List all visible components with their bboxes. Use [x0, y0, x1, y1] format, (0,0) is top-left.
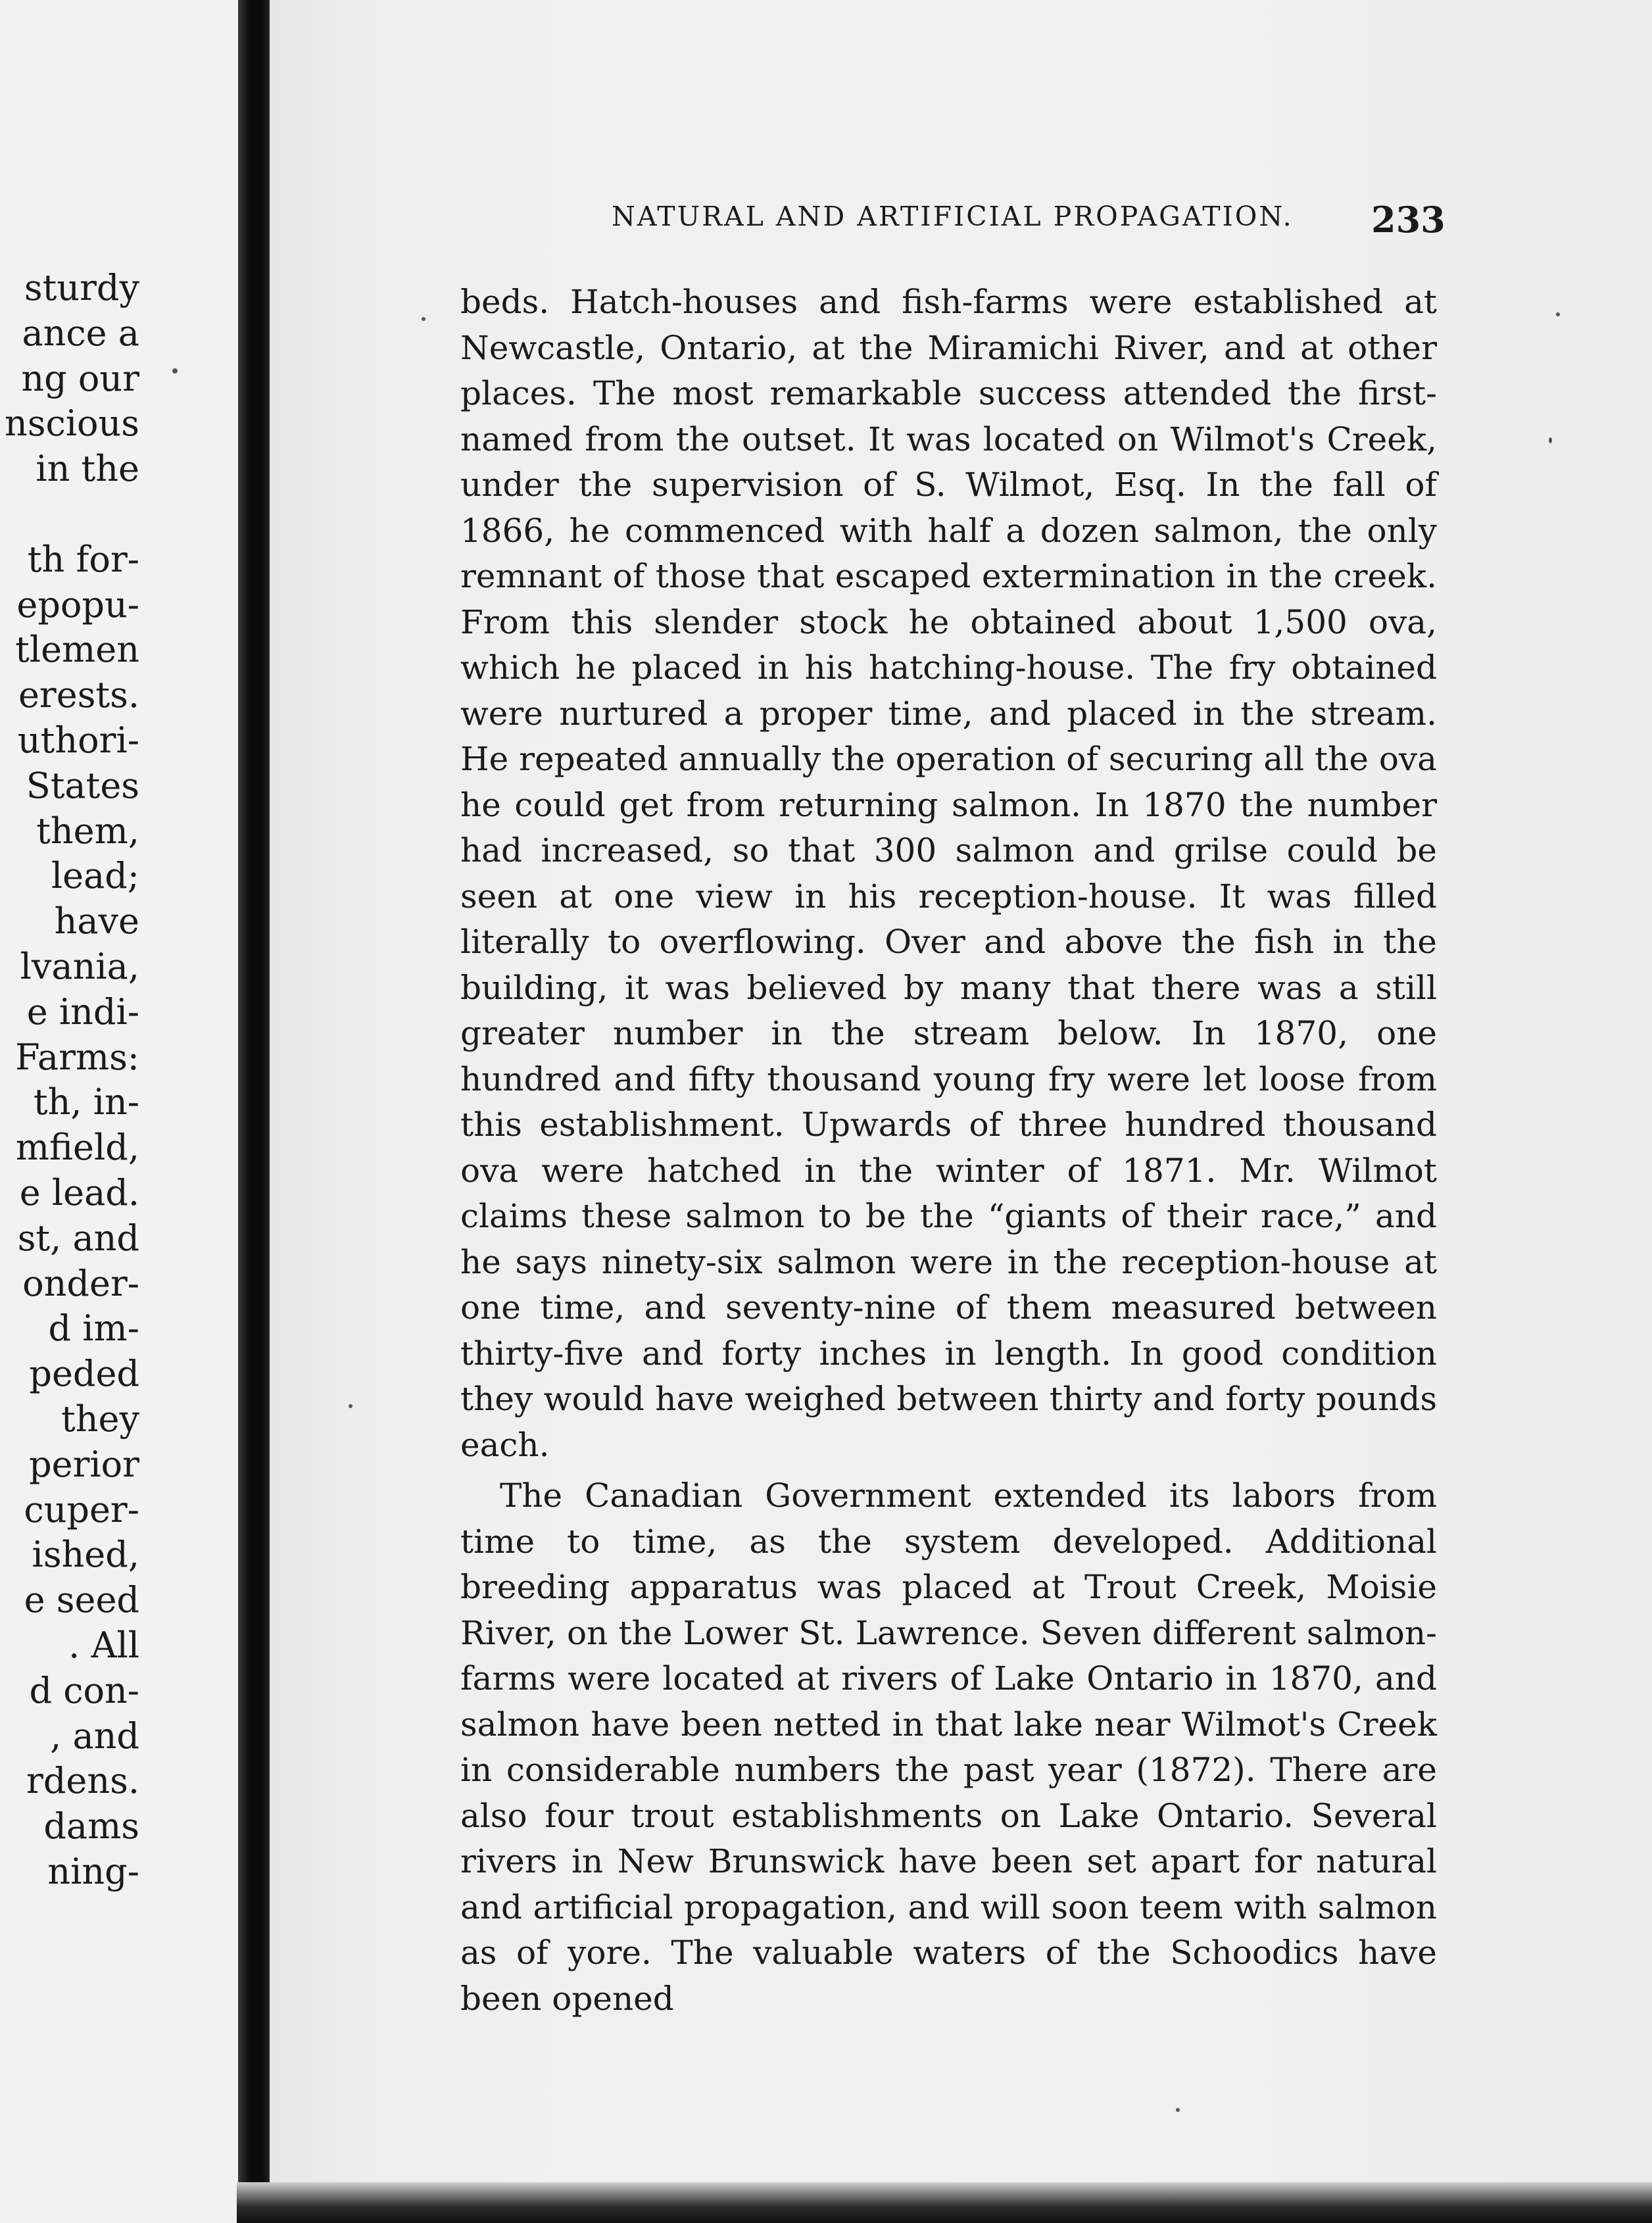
left-page-line: lead; [51, 855, 139, 897]
left-page-line: lvania, [20, 945, 139, 987]
left-page-line: mfield, [15, 1127, 139, 1169]
left-page-line: th, in- [33, 1081, 139, 1123]
left-page-line: e indi- [26, 990, 139, 1033]
left-page-line: have [54, 900, 139, 942]
page-body [460, 280, 1437, 2022]
left-page-line: e lead. [19, 1171, 139, 1213]
left-page-line: ning- [47, 1850, 139, 1892]
left-page-line: dams [43, 1805, 139, 1847]
left-page-line: tlemen [15, 629, 139, 671]
book-gutter-shadow [238, 0, 271, 2223]
left-page-line: peded [29, 1353, 139, 1395]
page-number: 233 [1371, 199, 1446, 241]
left-page-line: uthori- [17, 719, 139, 761]
ink-speck [422, 317, 425, 321]
left-page-line: . All [68, 1624, 139, 1666]
left-page-line: ance a [22, 312, 139, 354]
left-page-text-fragments [0, 266, 139, 1895]
ink-speck [1556, 312, 1560, 316]
ink-speck [1549, 437, 1552, 443]
left-page-line: ng our [21, 357, 139, 399]
left-page-line: Farms: [15, 1036, 139, 1078]
paragraph: The Canadian Government extended its labors from time to time, as the system developed. Additional breeding apparatus was placed at Trout Creek, Moisie River, on the Lower St. Lawrence. Seven different salmon-farms were located at rivers of Lake Ontario in 1870, and salmon have been netted in that lake near Wilmot's Creek in considerable numbers the past year (1872). There are also four trout establishments on Lake Ontario. Several rivers in New Brunswick have been set apart for natural and artificial propagation, and will soon teem with salmon as of yore. The valuable waters of the Schoodics have been opened [460, 1477, 1437, 2018]
left-page-line: e seed [24, 1579, 139, 1621]
left-page-line: , and [50, 1715, 139, 1757]
left-page-line [0, 492, 139, 537]
left-page-line: d con- [29, 1669, 139, 1711]
ink-speck [1176, 2108, 1180, 2112]
ink-speck [349, 1404, 352, 1408]
left-page-line: them, [36, 810, 139, 852]
left-page-line: d im- [48, 1307, 139, 1350]
left-page-line: epopu- [16, 583, 139, 625]
left-page-line: States [26, 764, 139, 806]
ink-speck [172, 368, 178, 374]
left-page-line: erests. [18, 674, 139, 716]
left-page-line: th for- [27, 538, 139, 580]
left-page-line: they [61, 1398, 139, 1440]
left-page-line: rdens. [26, 1760, 139, 1802]
paragraph: beds. Hatch-houses and fish-farms were established at Newcastle, Ontario, at the Miramichi River, and at other places. The most remarkable success attended the first-named from the outset. It was located on Wilmot's Creek, under the supervision of S. Wilmot, Esq. In the fall of 1866, he commenced with half a dozen salmon, the only remnant of those that escaped extermination in the creek. From this slender stock he obtained about 1,500 ova, which he placed in his hatching-house. The fry obtained were nurtured a proper time, and placed in the stream. He repeated annually the operation of securing all the ova he could get from returning salmon. In 1870 the number had increased, so that 300 salmon and grilse could be seen at one view in his reception-house. It was filled literally to overflowing. Over and above the fish in the building, it was believed by many that there was a still greater number in the stream below. In 1870, one hundred and fifty thousand young fry were let loose from this establishment. Upwards of three hundred thousand ova were hatched in the winter of 1871. Mr. Wilmot claims these salmon to be the “giants of their race,” and he says ninety-six salmon were in the reception-house at one time, and seventy-nine of them measured between thirty-five and forty inches in length. In good condition they would have weighed between thirty and forty pounds each. [460, 283, 1437, 1464]
left-page-line: sturdy [24, 267, 139, 308]
left-page-line: perior [29, 1443, 139, 1485]
running-header: NATURAL AND ARTIFICIAL PROPAGATION. [612, 201, 1294, 232]
left-page [0, 0, 238, 2223]
left-page-line: nscious [4, 403, 139, 445]
left-page-line: onder- [22, 1262, 139, 1304]
left-page-line: st, and [17, 1217, 139, 1259]
left-page-line: in the [36, 448, 139, 490]
left-page-line: ished, [32, 1534, 139, 1576]
left-page-line: cuper- [24, 1488, 139, 1530]
page-bottom-edge-shadow [237, 2182, 1652, 2223]
